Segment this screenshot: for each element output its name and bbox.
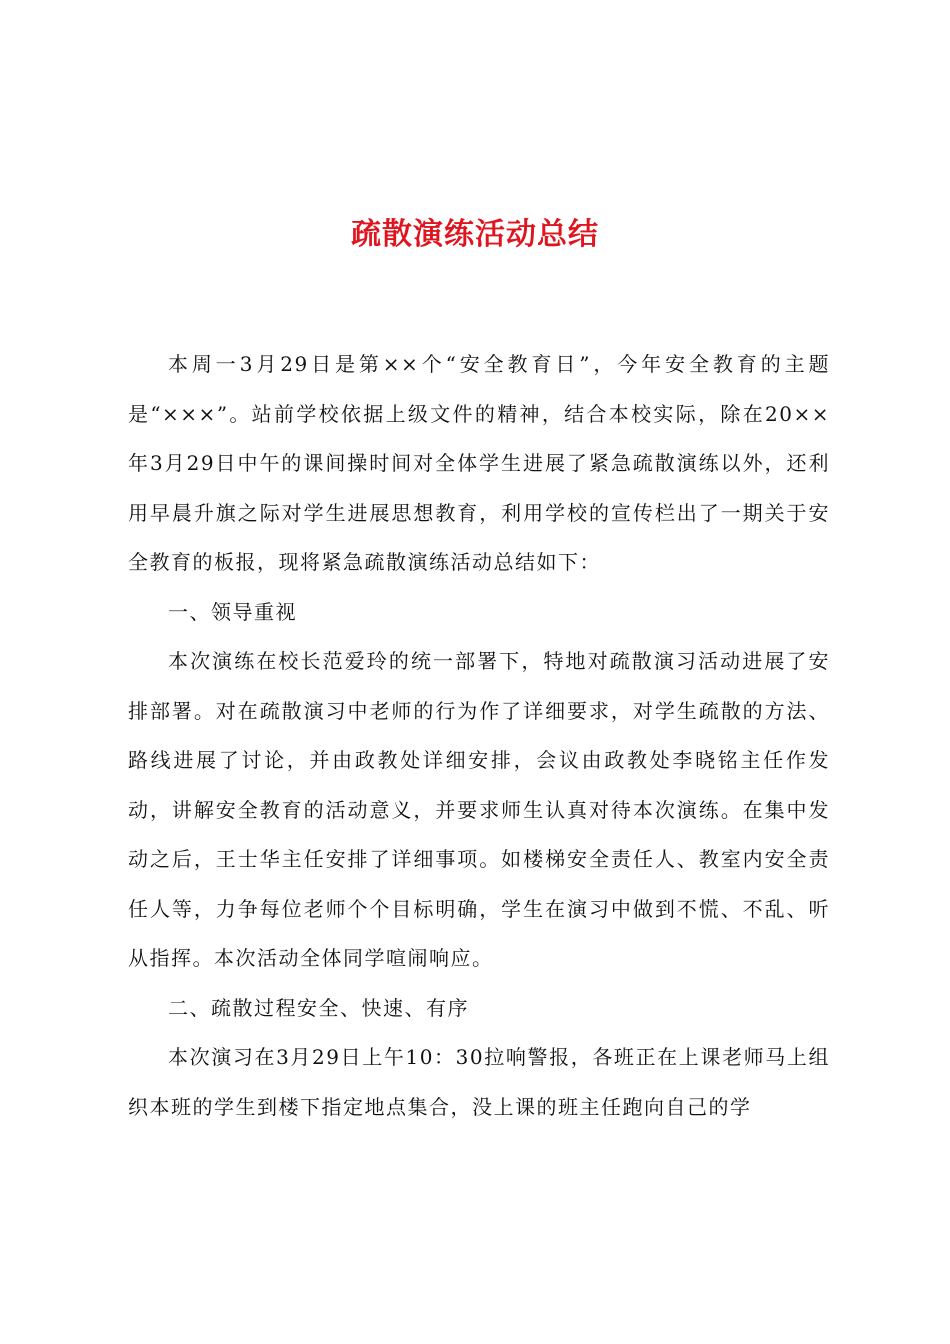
- section-heading-evacuation: 二、疏散过程安全、快速、有序: [168, 995, 469, 1020]
- section-heading-leadership: 一、领导重视: [168, 599, 297, 624]
- document-body: [128, 340, 830, 1132]
- document-title: 疏散演练活动总结: [351, 217, 599, 252]
- leadership-paragraph: 本次演练在校长范爱玲的统一部署下，特地对疏散演习活动进展了安排部署。对在疏散演习中老师的行为作了详细要求，对学生疏散的方法、路线进展了讨论，并由政教处详细安排，会议由政教处李晓铭主任作发动，讲解安全教育的活动意义，并要求师生认真对待本次演练。在集中发动之后，王士华主任安排了详细事项。如楼梯安全责任人、教室内安全责任人等，力争每位老师个个目标明确，学生在演习中做到不慌、不乱、听从指挥。本次活动全体同学喧闹响应。: [128, 649, 830, 970]
- evacuation-paragraph: 本次演习在3月29日上午10：30拉响警报，各班正在上课老师马上组织本班的学生到楼下指定地点集合，没上课的班主任跑向自己的学: [128, 1045, 830, 1119]
- intro-paragraph: 本周一3月29日是第××个“安全教育日”，今年安全教育的主题是“×××”。站前学校依据上级文件的精神，结合本校实际，除在20××年3月29日中午的课间操时间对全体学生进展了紧急疏散演练以外，还利用早晨升旗之际对学生进展思想教育，利用学校的宣传栏出了一期关于安全教育的板报，现将紧急疏散演练活动总结如下：: [128, 352, 830, 574]
